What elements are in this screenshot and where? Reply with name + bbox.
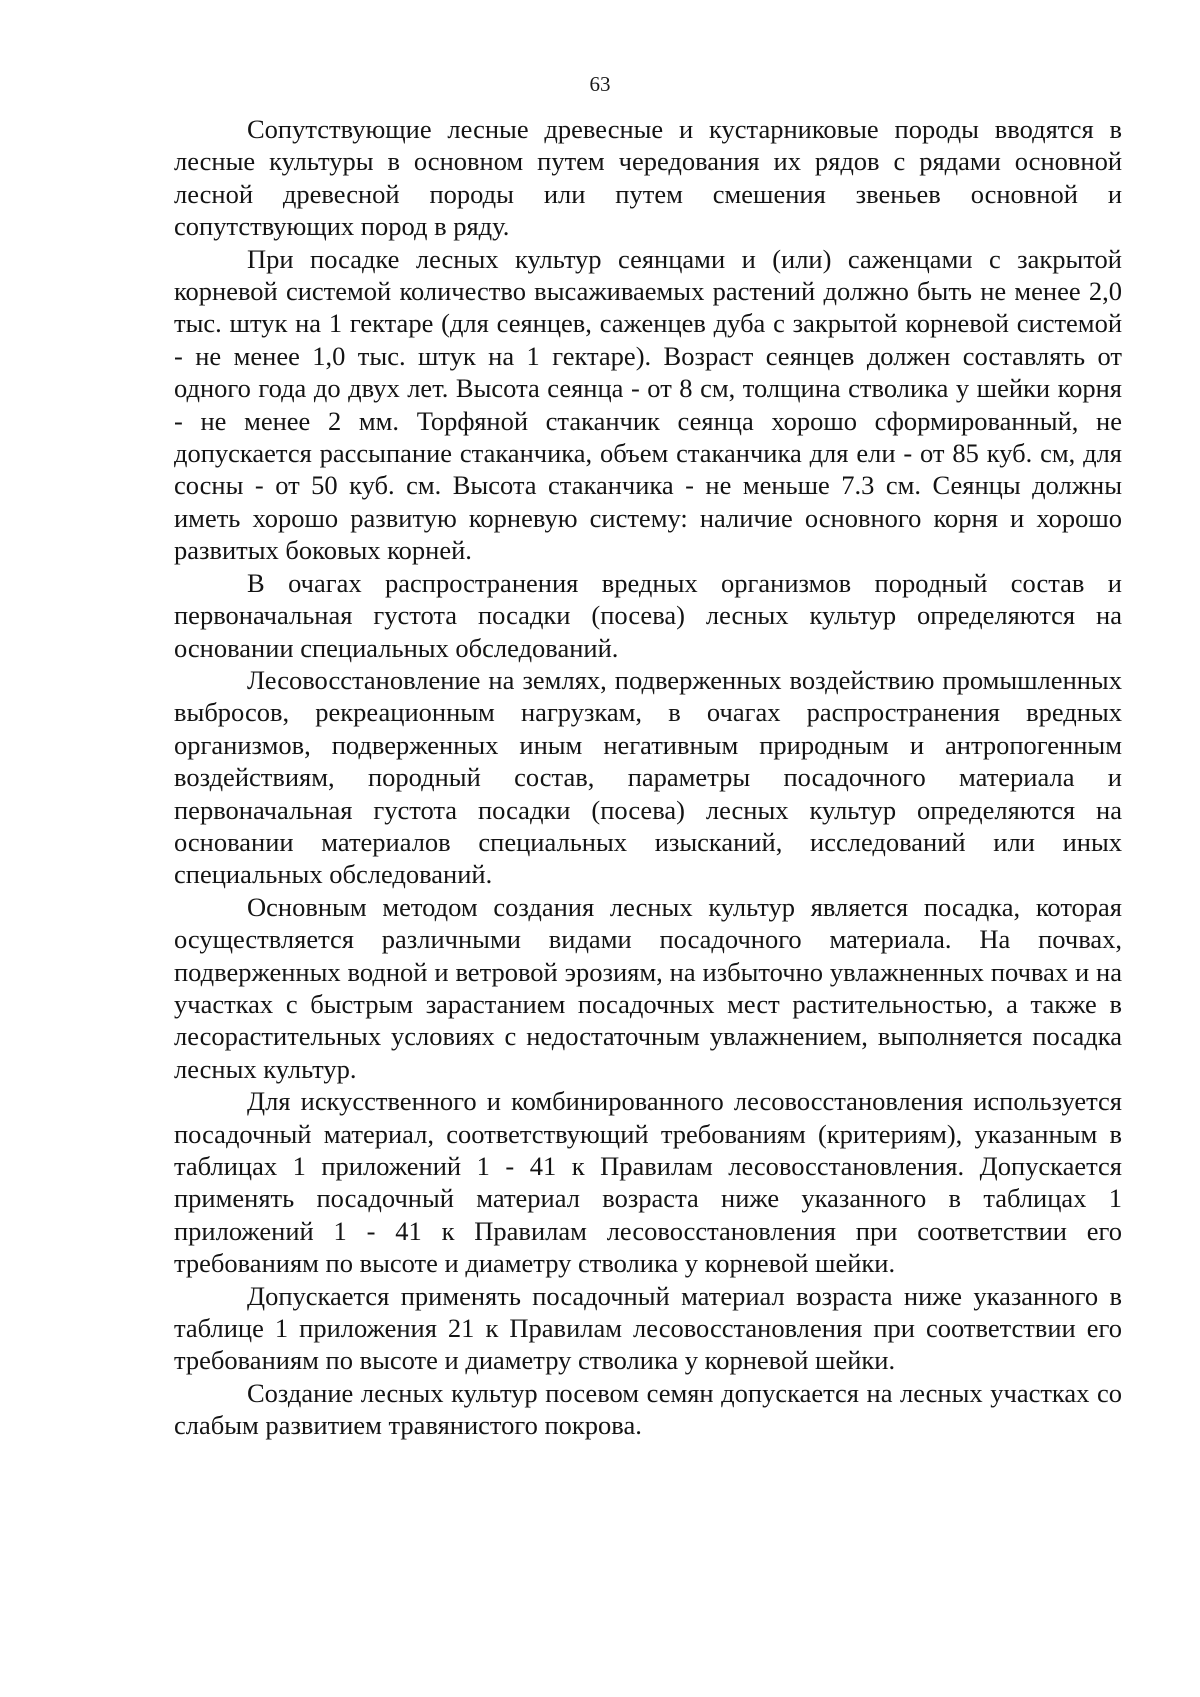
- document-body: [174, 113, 1122, 1442]
- paragraph: Основным методом создания лесных культур является посадка, которая осуществляется различными видами посадочного материала. На почвах, подверженных водной и ветровой эрозиям, на избыточно увлажненных почвах и на участках с быстрым зарастанием посадочных мест растительностью, а также в лесорастительных условиях с недостаточным увлажнением, выполняется посадка лесных культур.: [174, 891, 1122, 1084]
- page-number: 63: [589, 72, 611, 96]
- paragraph: В очагах распространения вредных организмов породный состав и первоначальная густота посадки (посева) лесных культур определяются на основании специальных обследований.: [174, 567, 1122, 663]
- paragraph: Допускается применять посадочный материал возраста ниже указанного в таблице 1 приложения 21 к Правилам лесовосстановления при соответствии его требованиям по высоте и диаметру стволика у корневой шейки.: [174, 1280, 1122, 1376]
- paragraph: Создание лесных культур посевом семян допускается на лесных участках со слабым развитием травянистого покрова.: [174, 1377, 1122, 1441]
- paragraph: Сопутствующие лесные древесные и кустарниковые породы вводятся в лесные культуры в основном путем чередования их рядов с рядами основной лесной древесной породы или путем смешения звеньев основной и сопутствующих пород в ряду.: [174, 114, 1122, 242]
- paragraph: Для искусственного и комбинированного лесовосстановления используется посадочный материал, соответствующий требованиям (критериям), указанным в таблицах 1 приложений 1 - 41 к Правилам лесовосстановления. Допускается применять посадочный материал возраста ниже указанного в таблицах 1 приложений 1 - 41 к Правилам лесовосстановления при соответствии его требованиям по высоте и диаметру стволика у корневой шейки.: [174, 1086, 1122, 1279]
- paragraph: Лесовосстановление на землях, подверженных воздействию промышленных выбросов, рекреационным нагрузкам, в очагах распространения вредных организмов, подверженных иным негативным природным и антропогенным воздействиям, породный состав, параметры посадочного материала и первоначальная густота посадки (посева) лесных культур определяются на основании материалов специальных изысканий, исследований или иных специальных обследований.: [174, 664, 1122, 890]
- paragraph: При посадке лесных культур сеянцами и (или) саженцами с закрытой корневой системой количество высаживаемых растений должно быть не менее 2,0 тыс. штук на 1 гектаре (для сеянцев, саженцев дуба с закрытой корневой системой - не менее 1,0 тыс. штук на 1 гектаре). Возраст сеянцев должен составлять от одного года до двух лет. Высота сеянца - от 8 см, толщина стволика у шейки корня - не менее 2 мм. Торфяной стаканчик сеянца хорошо сформированный, не допускается рассыпание стаканчика, объем стаканчика для ели - от 85 куб. см, для сосны - от 50 куб. см. Высота стаканчика - не меньше 7.3 см. Сеянцы должны иметь хорошо развитую корневую систему: наличие основного корня и хорошо развитых боковых корней.: [174, 243, 1122, 566]
